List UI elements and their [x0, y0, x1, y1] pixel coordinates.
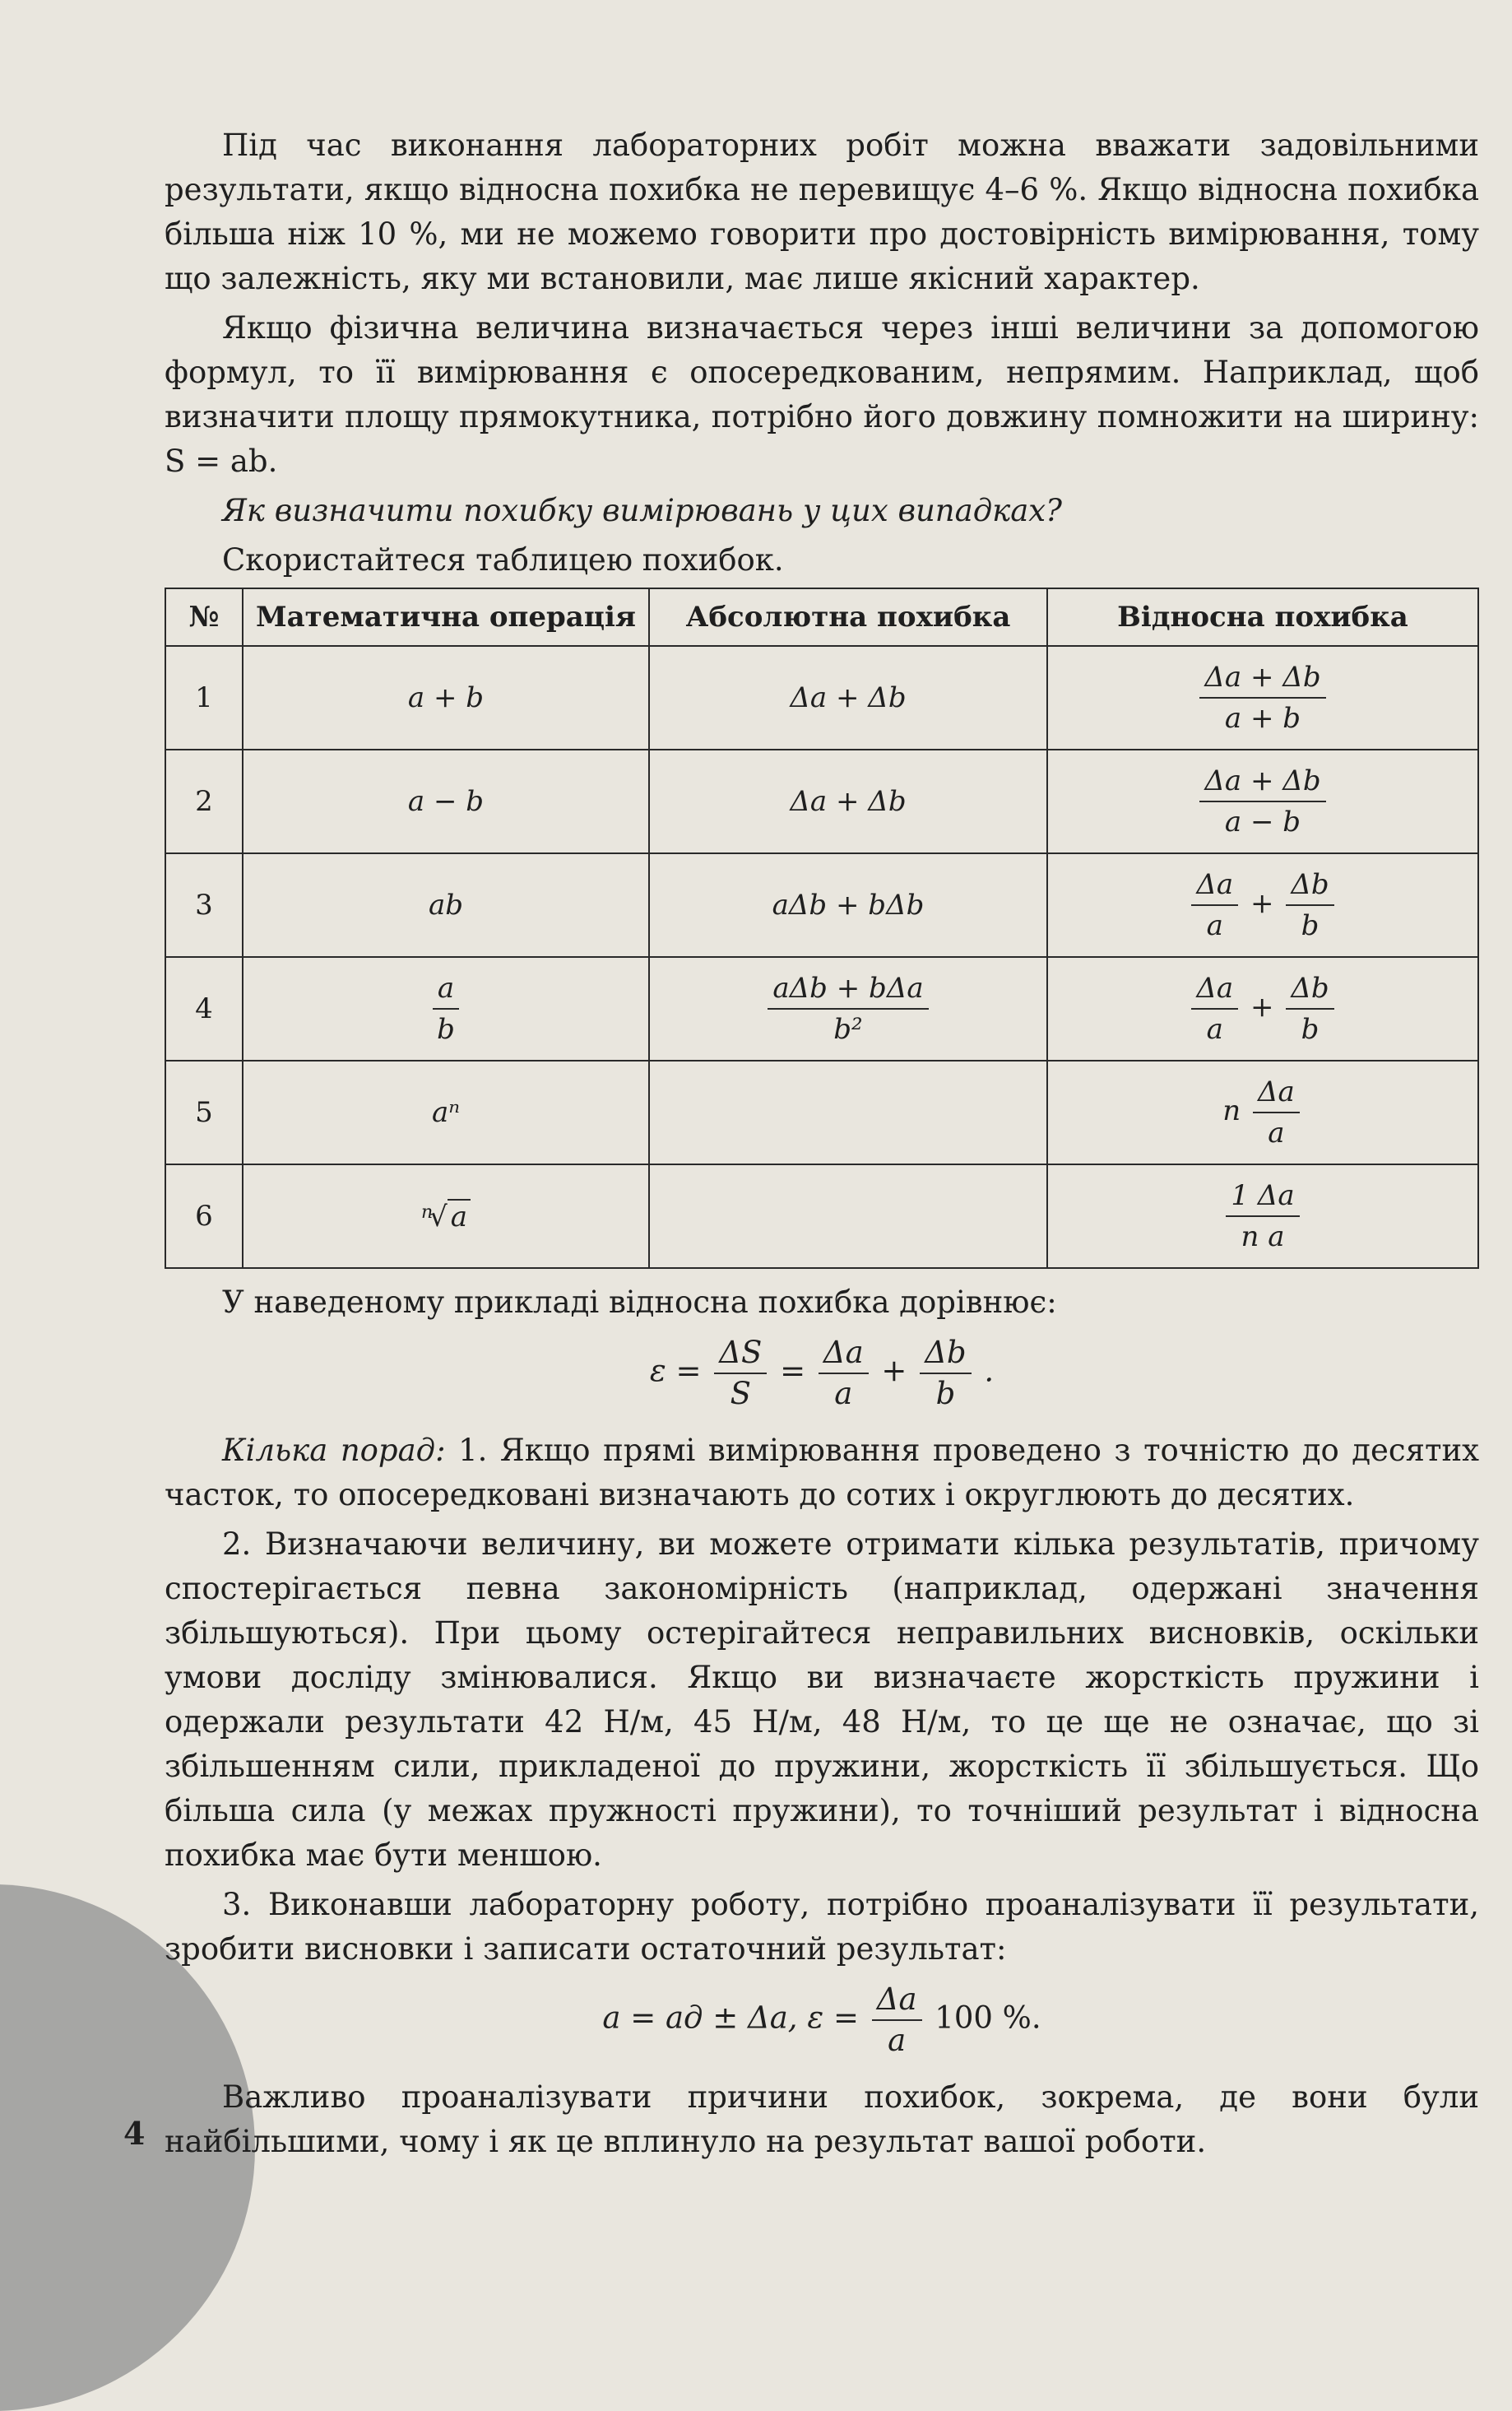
paragraph-2: Якщо фізична величина визначається через інші величини за допомогою формул, то її вимірювання є опосередкованим, непрямим. Наприклад, щоб визначити площу прямокутника, потрібно його довжину помножити на ширину: S = ab.: [165, 310, 1479, 479]
plus-sign: +: [1250, 887, 1274, 920]
header-absolute: Абсолютна похибка: [649, 588, 1047, 646]
operation-cell: a + b: [243, 646, 649, 750]
fraction: $\frac{\Delta a}{a}$: [1191, 969, 1238, 1049]
page-number: 4: [123, 2115, 146, 2152]
fraction: $\frac{\Delta b}{b}$: [1286, 865, 1333, 945]
fraction: $\frac{\Delta a}{a}$: [1253, 1072, 1300, 1153]
paragraph-advice-3: 3. Виконавши лабораторну роботу, потрібно проаналізувати її результати, зробити висновки і записати остаточний результат:: [165, 1887, 1479, 1967]
paragraph-1: Під час виконання лабораторних робіт можна вважати задовільними результати, якщо відносна похибка не перевищує 4–6 %. Якщо відносна похибка більша ніж 10 %, ми не можемо говорити про достовірність вимірювання, тому що залежність, яку ми встановили, має лише якісний характер.: [165, 128, 1479, 296]
header-relative: Відносна похибка: [1047, 588, 1478, 646]
fraction: $\frac{\Delta a + \Delta b}{a - b}$: [1199, 761, 1325, 842]
relative-cell: [1047, 957, 1478, 1061]
fraction: $\frac{\Delta b}{b}$: [920, 1333, 971, 1414]
operation-cell: ab: [243, 853, 649, 957]
absolute-cell: [649, 1061, 1047, 1164]
fraction: $\frac{\Delta a}{a}$: [872, 1980, 922, 2060]
paragraph-example: У наведеному прикладі відносна похибка дорівнює:: [222, 1284, 1057, 1320]
table-row: [165, 853, 1478, 957]
operation-cell: [243, 957, 649, 1061]
absolute-cell: [649, 957, 1047, 1061]
row-number: 5: [165, 1061, 243, 1164]
table-row: [165, 750, 1478, 853]
table-row: [165, 957, 1478, 1061]
fraction: $\frac{1 \Delta a}{\text{n a}}$: [1226, 1176, 1299, 1257]
fraction: $\frac{\Delta a}{a}$: [819, 1333, 869, 1414]
plus-sign: +: [1250, 991, 1274, 1024]
relative-cell: [1047, 750, 1478, 853]
table-row: [165, 1164, 1478, 1268]
header-number: №: [165, 588, 243, 646]
row-number: 6: [165, 1164, 243, 1268]
formula-relative-error: ε = $\frac{\Delta S}{S}$ = $\frac{\Delta a}{a}$ + $\frac{\Delta b}{b}$ .: [165, 1333, 1479, 1414]
fraction: $\frac{\Delta S}{S}$: [714, 1333, 767, 1414]
radical-sign: √: [429, 1200, 448, 1233]
coefficient: n: [1222, 1094, 1241, 1127]
table-header-row: [165, 588, 1478, 646]
fraction: $\frac{\Delta a + \Delta b}{a + b}$: [1199, 657, 1325, 738]
relative-cell: [1047, 1164, 1478, 1268]
formula-final-result: a = aд ± Δa, ε = $\frac{\Delta a}{a}$ 100 %.: [165, 1980, 1479, 2060]
page-content: [165, 123, 1479, 2169]
relative-cell: [1047, 646, 1478, 750]
relative-cell: [1047, 853, 1478, 957]
paragraph-advice-2: 2. Визначаючи величину, ви можете отримати кілька результатів, причому спостерігається певна закономірність (наприклад, одержані значення збільшуються). При цьому остерігайтеся неправильних висновків, оскільки умови досліду змінювалися. Якщо ви визначаєте жорсткість пружини і одержали результати 42 Н/м, 45 Н/м, 48 Н/м, то це ще не означає, що зі збільшенням сили, прикладеної до пружини, жорсткість її збільшується. Що більша сила (у межах пружності пружини), то точніший результат і відносна похибка має бути меншою.: [165, 1526, 1479, 1873]
header-operation: Математична операція: [243, 588, 649, 646]
absolute-cell: Δa + Δb: [649, 646, 1047, 750]
row-number: 4: [165, 957, 243, 1061]
row-number: 1: [165, 646, 243, 750]
absolute-cell: aΔb + bΔb: [649, 853, 1047, 957]
paragraph-table-intro: Скористайтеся таблицею похибок.: [222, 542, 784, 578]
fraction: $\frac{\text{aΔb + bΔa}}{\text{b²}}$: [768, 969, 928, 1049]
error-table: [165, 588, 1479, 1269]
paragraph-question: Як визначити похибку вимірювань у цих випадках?: [222, 493, 1063, 528]
paragraph-conclusion: Важливо проаналізувати причини похибок, зокрема, де вони були найбільшими, чому і як це вплинуло на результат вашої роботи.: [165, 2079, 1479, 2159]
paragraph-advice-1: Кілька порад: 1. Якщо прямі вимірювання проведено з точністю до десятих часток, то опосередковані визначають до сотих і округлюють до десятих.: [165, 1433, 1479, 1512]
fraction: $\frac{\Delta a}{a}$: [1191, 865, 1238, 945]
absolute-cell: Δa + Δb: [649, 750, 1047, 853]
table-row: [165, 1061, 1478, 1164]
row-number: 2: [165, 750, 243, 853]
row-number: 3: [165, 853, 243, 957]
operation-cell: [243, 1164, 649, 1268]
operation-cell: a − b: [243, 750, 649, 853]
fraction: $\frac{a}{b}$: [432, 969, 460, 1049]
fraction: $\frac{\Delta b}{b}$: [1286, 969, 1333, 1049]
absolute-cell: [649, 1164, 1047, 1268]
operation-cell: aⁿ: [243, 1061, 649, 1164]
table-row: [165, 646, 1478, 750]
relative-cell: [1047, 1061, 1478, 1164]
root-expression: $^n$√ a: [421, 1194, 471, 1239]
